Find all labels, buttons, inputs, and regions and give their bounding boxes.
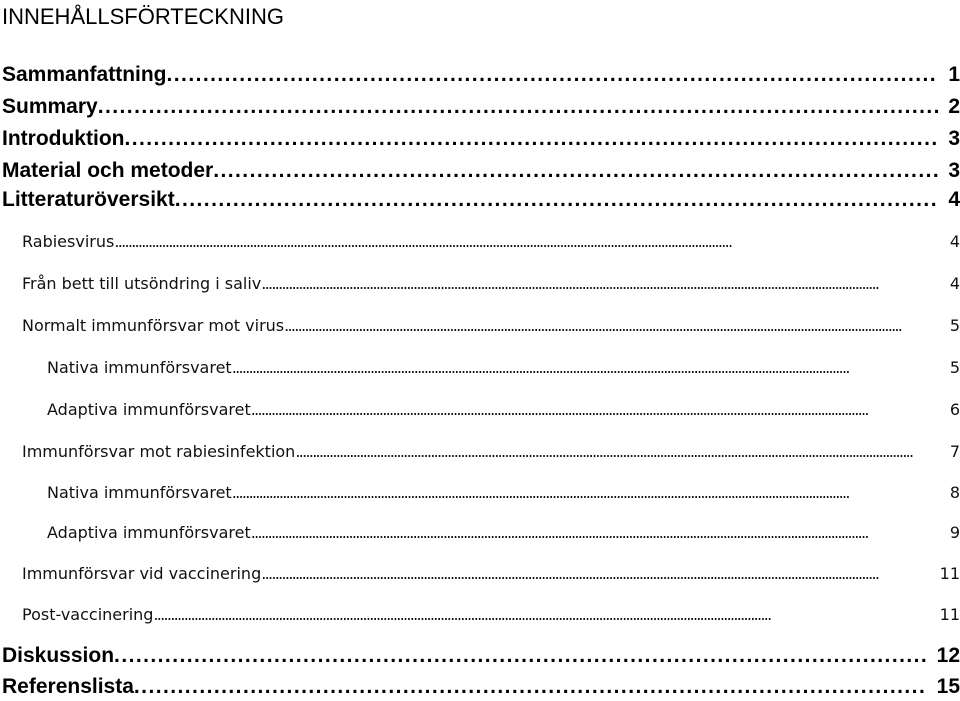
dot-leader xyxy=(232,481,948,505)
toc-entry-label: Immunförsvar mot rabiesinfektion xyxy=(22,442,296,461)
toc-title: INNEHÅLLSFÖRTECKNING xyxy=(2,4,284,29)
toc-entry-page: 12 xyxy=(936,644,960,667)
toc-entry-label: Introduktion xyxy=(2,127,125,150)
toc-entry-nativa-immunforsvaret-2[interactable] xyxy=(47,481,960,505)
toc-entry-immunforsvar-mot-rabiesinfektion[interactable] xyxy=(22,440,960,464)
toc-entry-label: Från bett till utsöndring i saliv xyxy=(22,274,262,293)
toc-entry-page: 4 xyxy=(949,232,960,251)
toc-entry-page: 11 xyxy=(939,564,960,583)
dot-leader xyxy=(98,93,939,121)
dot-leader xyxy=(213,157,938,185)
toc-entry-material-och-metoder[interactable] xyxy=(2,157,960,185)
toc-entry-page: 9 xyxy=(949,523,960,542)
toc-entry-litteraturoversikt[interactable] xyxy=(2,186,960,214)
dot-leader xyxy=(114,642,927,670)
toc-entry-label: Normalt immunförsvar mot virus xyxy=(22,316,285,335)
toc-entry-rabiesvirus[interactable] xyxy=(22,230,960,254)
toc-entry-nativa-immunforsvaret-1[interactable] xyxy=(47,356,960,380)
toc-entry-label: Diskussion xyxy=(2,644,115,667)
toc-entry-page: 7 xyxy=(949,442,960,461)
dot-leader xyxy=(232,356,948,380)
toc-entry-label: Adaptiva immunförsvaret xyxy=(47,400,251,419)
dot-leader xyxy=(175,186,939,214)
toc-entry-post-vaccinering[interactable] xyxy=(22,603,960,627)
toc-entry-normalt-immunforsvar[interactable] xyxy=(22,314,960,338)
toc-entry-immunforsvar-vid-vaccinering[interactable] xyxy=(22,562,960,586)
toc-entry-label: Sammanfattning xyxy=(2,63,167,86)
toc-entry-summary[interactable] xyxy=(2,93,960,121)
toc-entry-page: 15 xyxy=(936,675,960,698)
toc-entry-adaptiva-immunforsvaret-2[interactable] xyxy=(47,521,960,545)
toc-entry-page: 6 xyxy=(949,400,960,419)
dot-leader xyxy=(114,230,947,254)
dot-leader xyxy=(284,314,948,338)
toc-entry-referenslista[interactable] xyxy=(2,673,960,701)
toc-entry-page: 5 xyxy=(949,358,960,377)
toc-entry-label: Nativa immunförsvaret xyxy=(47,483,232,502)
toc-entry-page: 1 xyxy=(948,63,960,86)
toc-entry-page: 8 xyxy=(949,483,960,502)
toc-entry-page: 3 xyxy=(948,127,960,150)
toc-entry-label: Rabiesvirus xyxy=(22,232,115,251)
dot-leader xyxy=(261,562,937,586)
toc-entry-label: Referenslista xyxy=(2,675,134,698)
toc-entry-label: Material och metoder xyxy=(2,159,214,182)
dot-leader xyxy=(261,272,948,296)
dot-leader xyxy=(134,673,927,701)
toc-entry-introduktion[interactable] xyxy=(2,125,960,153)
toc-entry-label: Litteraturöversikt xyxy=(2,188,175,211)
toc-entry-diskussion[interactable] xyxy=(2,642,960,670)
dot-leader xyxy=(251,398,948,422)
toc-entry-page: 5 xyxy=(949,316,960,335)
toc-entry-sammanfattning[interactable] xyxy=(2,61,960,89)
dot-leader xyxy=(153,603,937,627)
toc-entry-page: 4 xyxy=(949,274,960,293)
toc-entry-label: Immunförsvar vid vaccinering xyxy=(22,564,262,583)
toc-entry-label: Adaptiva immunförsvaret xyxy=(47,523,251,542)
dot-leader xyxy=(295,440,947,464)
dot-leader xyxy=(124,125,938,153)
toc-entry-fran-bett-till-utsondring[interactable] xyxy=(22,272,960,296)
toc-entry-page: 2 xyxy=(948,95,960,118)
toc-entry-adaptiva-immunforsvaret-1[interactable] xyxy=(47,398,960,422)
dot-leader xyxy=(251,521,948,545)
toc-entry-label: Nativa immunförsvaret xyxy=(47,358,232,377)
toc-entry-label: Post-vaccinering xyxy=(22,605,154,624)
dot-leader xyxy=(167,61,939,89)
toc-entry-page: 4 xyxy=(948,188,960,211)
toc-entry-label: Summary xyxy=(2,95,98,118)
toc-entry-page: 11 xyxy=(939,605,960,624)
toc-entry-page: 3 xyxy=(948,159,960,182)
